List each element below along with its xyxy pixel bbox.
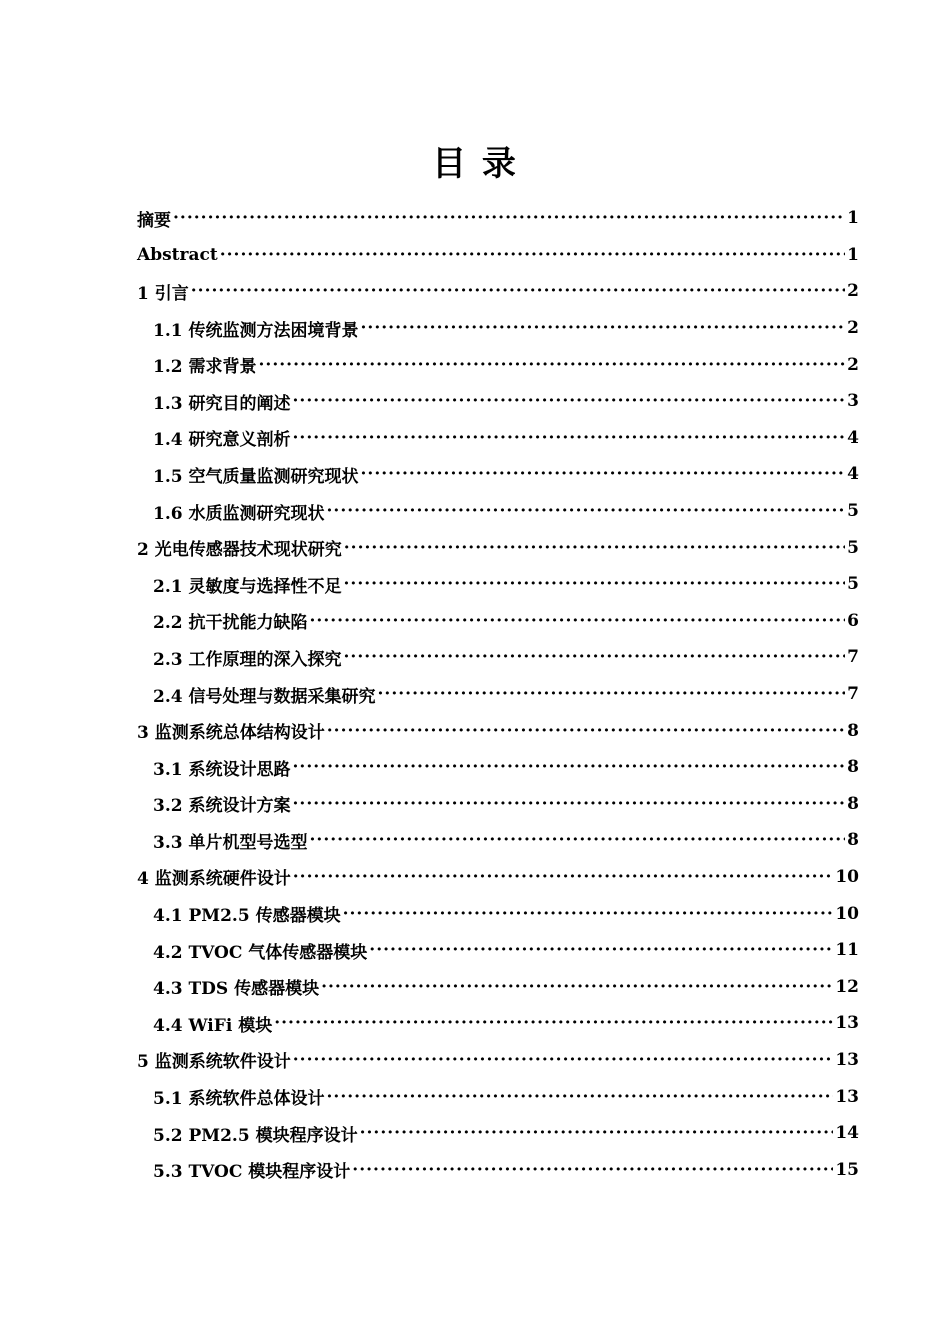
toc-entry[interactable] (137, 237, 859, 274)
toc-entry-label: 2.2 抗干扰能力缺陷 (153, 613, 308, 634)
toc-entry-label: 3.1 系统设计思路 (153, 759, 291, 780)
toc-entry-page-number: 12 (835, 976, 859, 997)
toc-leader-dots (344, 574, 846, 594)
toc-entry[interactable] (137, 310, 859, 347)
toc-entry[interactable] (137, 603, 859, 640)
toc-leader-dots (259, 355, 846, 375)
toc-leader-dots (293, 757, 846, 777)
toc-entry[interactable] (137, 346, 859, 383)
toc-leader-dots (344, 538, 845, 558)
toc-leader-dots (310, 611, 846, 631)
toc-entry-label: 1.2 需求背景 (153, 357, 257, 378)
toc-entry[interactable] (137, 383, 859, 420)
toc-entry[interactable] (137, 1115, 859, 1152)
toc-entry-label: 1.1 传统监测方法困境背景 (153, 320, 359, 341)
toc-entry-label: 4.2 TVOC 气体传感器模块 (153, 942, 368, 963)
toc-entry[interactable] (137, 1005, 859, 1042)
toc-entry-page-number: 10 (835, 866, 859, 887)
toc-entry[interactable] (137, 456, 859, 493)
toc-entry-page-number: 1 (847, 244, 859, 265)
toc-entry-label: 1.6 水质监测研究现状 (153, 503, 325, 524)
toc-entry-page-number: 13 (835, 1049, 859, 1070)
toc-entry-label: 2 光电传感器技术现状研究 (137, 540, 342, 561)
toc-entry[interactable] (137, 1042, 859, 1079)
toc-entry-page-number: 8 (847, 757, 859, 778)
toc-entry-page-number: 8 (847, 830, 859, 851)
toc-leader-dots (361, 318, 846, 338)
toc-entry-label: 4 监测系统硬件设计 (137, 869, 291, 890)
toc-leader-dots (173, 208, 845, 228)
toc-entry-label: 4.4 WiFi 模块 (153, 1015, 273, 1036)
toc-entry-page-number: 5 (847, 537, 859, 558)
toc-leader-dots (369, 940, 833, 960)
toc-entry-page-number: 13 (835, 1086, 859, 1107)
toc-entry-page-number: 11 (835, 940, 859, 961)
toc-leader-dots (327, 721, 845, 741)
toc-entry[interactable] (137, 859, 859, 896)
toc-leader-dots (321, 977, 833, 997)
toc-entry-label: 1.4 研究意义剖析 (153, 430, 291, 451)
toc-leader-dots (361, 464, 846, 484)
toc-entry-label: 1.3 研究目的阐述 (153, 393, 291, 414)
table-of-contents (137, 200, 859, 1188)
toc-entry-label: 2.4 信号处理与数据采集研究 (153, 686, 376, 707)
toc-leader-dots (343, 904, 834, 924)
toc-entry[interactable] (137, 749, 859, 786)
toc-leader-dots (293, 1050, 834, 1070)
toc-entry[interactable] (137, 932, 859, 969)
toc-entry-label: 4.1 PM2.5 传感器模块 (153, 906, 341, 927)
toc-leader-dots (293, 428, 846, 448)
toc-entry-page-number: 5 (847, 501, 859, 522)
toc-entry-label: 4.3 TDS 传感器模块 (153, 979, 320, 1000)
toc-entry-label: 1 引言 (137, 283, 189, 304)
toc-leader-dots (360, 1123, 834, 1143)
toc-entry-label: 2.3 工作原理的深入探究 (153, 649, 342, 670)
toc-entry-page-number: 3 (847, 391, 859, 412)
toc-entry-label: 5.1 系统软件总体设计 (153, 1089, 325, 1110)
toc-entry-page-number: 4 (847, 427, 859, 448)
toc-leader-dots (293, 391, 846, 411)
toc-entry-label: 5 监测系统软件设计 (137, 1052, 291, 1073)
toc-entry[interactable] (137, 1151, 859, 1188)
toc-entry[interactable] (137, 786, 859, 823)
toc-leader-dots (327, 501, 846, 521)
toc-entry[interactable] (137, 822, 859, 859)
toc-leader-dots (191, 281, 845, 301)
toc-leader-dots (293, 794, 846, 814)
toc-entry[interactable] (137, 639, 859, 676)
toc-leader-dots (378, 684, 846, 704)
toc-entry-page-number: 10 (835, 903, 859, 924)
toc-entry[interactable] (137, 968, 859, 1005)
toc-entry[interactable] (137, 493, 859, 530)
toc-leader-dots (344, 647, 846, 667)
toc-entry-label: 1.5 空气质量监测研究现状 (153, 466, 359, 487)
toc-entry-page-number: 2 (847, 281, 859, 302)
toc-entry-page-number: 8 (847, 720, 859, 741)
toc-entry-page-number: 15 (835, 1159, 859, 1180)
toc-entry-label: 2.1 灵敏度与选择性不足 (153, 576, 342, 597)
toc-entry-label: Abstract (137, 244, 218, 265)
toc-entry-page-number: 6 (847, 610, 859, 631)
toc-entry[interactable] (137, 895, 859, 932)
toc-entry-page-number: 4 (847, 464, 859, 485)
toc-entry-page-number: 5 (847, 574, 859, 595)
toc-entry[interactable] (137, 273, 859, 310)
toc-entry[interactable] (137, 1078, 859, 1115)
toc-entry[interactable] (137, 420, 859, 457)
toc-entry-label: 摘要 (137, 210, 171, 231)
toc-entry-label: 3.3 单片机型号选型 (153, 832, 308, 853)
toc-entry-label: 3.2 系统设计方案 (153, 796, 291, 817)
toc-entry-page-number: 7 (847, 684, 859, 705)
toc-entry-page-number: 13 (835, 1013, 859, 1034)
toc-entry-page-number: 8 (847, 793, 859, 814)
toc-entry-page-number: 1 (847, 208, 859, 229)
toc-entry-label: 3 监测系统总体结构设计 (137, 723, 325, 744)
toc-entry-label: 5.3 TVOC 模块程序设计 (153, 1162, 351, 1183)
toc-leader-dots (220, 245, 845, 265)
toc-leader-dots (352, 1160, 833, 1180)
toc-leader-dots (310, 830, 846, 850)
toc-entry[interactable] (137, 712, 859, 749)
toc-entry[interactable] (137, 200, 859, 237)
toc-entry[interactable] (137, 676, 859, 713)
toc-leader-dots (274, 1013, 833, 1033)
toc-entry-page-number: 14 (835, 1123, 859, 1144)
toc-entry[interactable] (137, 566, 859, 603)
page-title: 目 录 (432, 144, 518, 184)
toc-entry-page-number: 7 (847, 647, 859, 668)
toc-leader-dots (293, 867, 834, 887)
toc-entry-label: 5.2 PM2.5 模块程序设计 (153, 1125, 358, 1146)
toc-entry-page-number: 2 (847, 354, 859, 375)
toc-entry-page-number: 2 (847, 318, 859, 339)
toc-leader-dots (327, 1087, 834, 1107)
toc-entry[interactable] (137, 529, 859, 566)
